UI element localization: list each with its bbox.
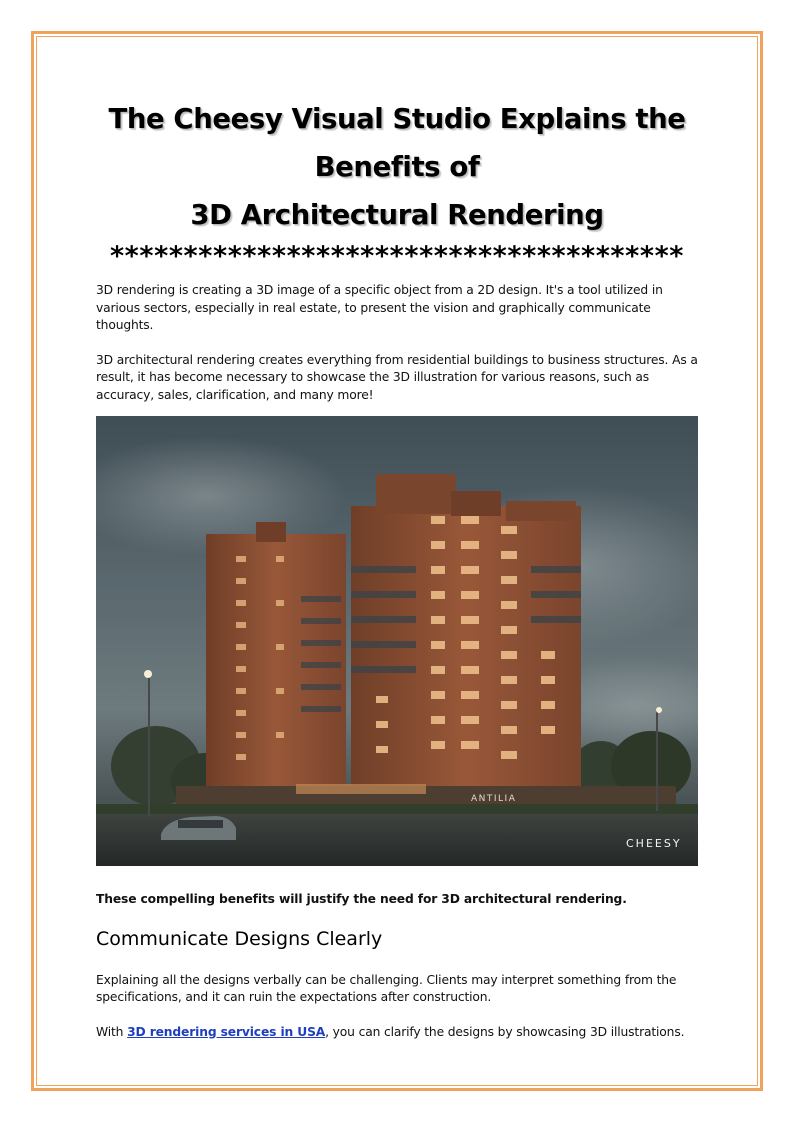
section-paragraph-2 xyxy=(96,1024,698,1042)
asterisk-separator: *************************************** xyxy=(109,243,685,271)
building-rendering-image xyxy=(96,416,698,866)
cheesy-watermark: CHEESY xyxy=(626,837,682,850)
section-heading: Communicate Designs Clearly xyxy=(96,927,383,950)
document-body xyxy=(96,95,698,1041)
document-title xyxy=(96,95,698,239)
rain-haze xyxy=(96,416,698,866)
intro-paragraph-1: 3D rendering is creating a 3D image of a specific object from a 2D design. It's a tool utilized in various sectors, especially in real estate, to present the vision and graphically communicate thoughts. xyxy=(96,283,663,332)
section-paragraph-1: Explaining all the designs verbally can be challenging. Clients may interpret something from the specifications, and it can ruin the expectations after construction. xyxy=(96,972,677,1004)
lead-statement: These compelling benefits will justify the need for 3D architectural rendering. xyxy=(96,892,627,906)
title-line-2: 3D Architectural Rendering xyxy=(190,199,604,231)
rendering-services-link[interactable]: 3D rendering services in USA xyxy=(127,1024,326,1039)
building-sign: ANTILIA xyxy=(471,794,517,804)
title-line-1: The Cheesy Visual Studio Explains the Benefits of xyxy=(108,103,686,183)
paragraph-text-before-link: With xyxy=(96,1024,128,1039)
paragraph-text-after-link: , you can clarify the designs by showcasing 3D illustrations. xyxy=(325,1024,685,1039)
intro-paragraph-2: 3D architectural rendering creates everything from residential buildings to business structures. As a result, it has become necessary to showcase the 3D illustration for various reasons, such as accuracy, sales, clarification, and many more! xyxy=(96,352,698,402)
